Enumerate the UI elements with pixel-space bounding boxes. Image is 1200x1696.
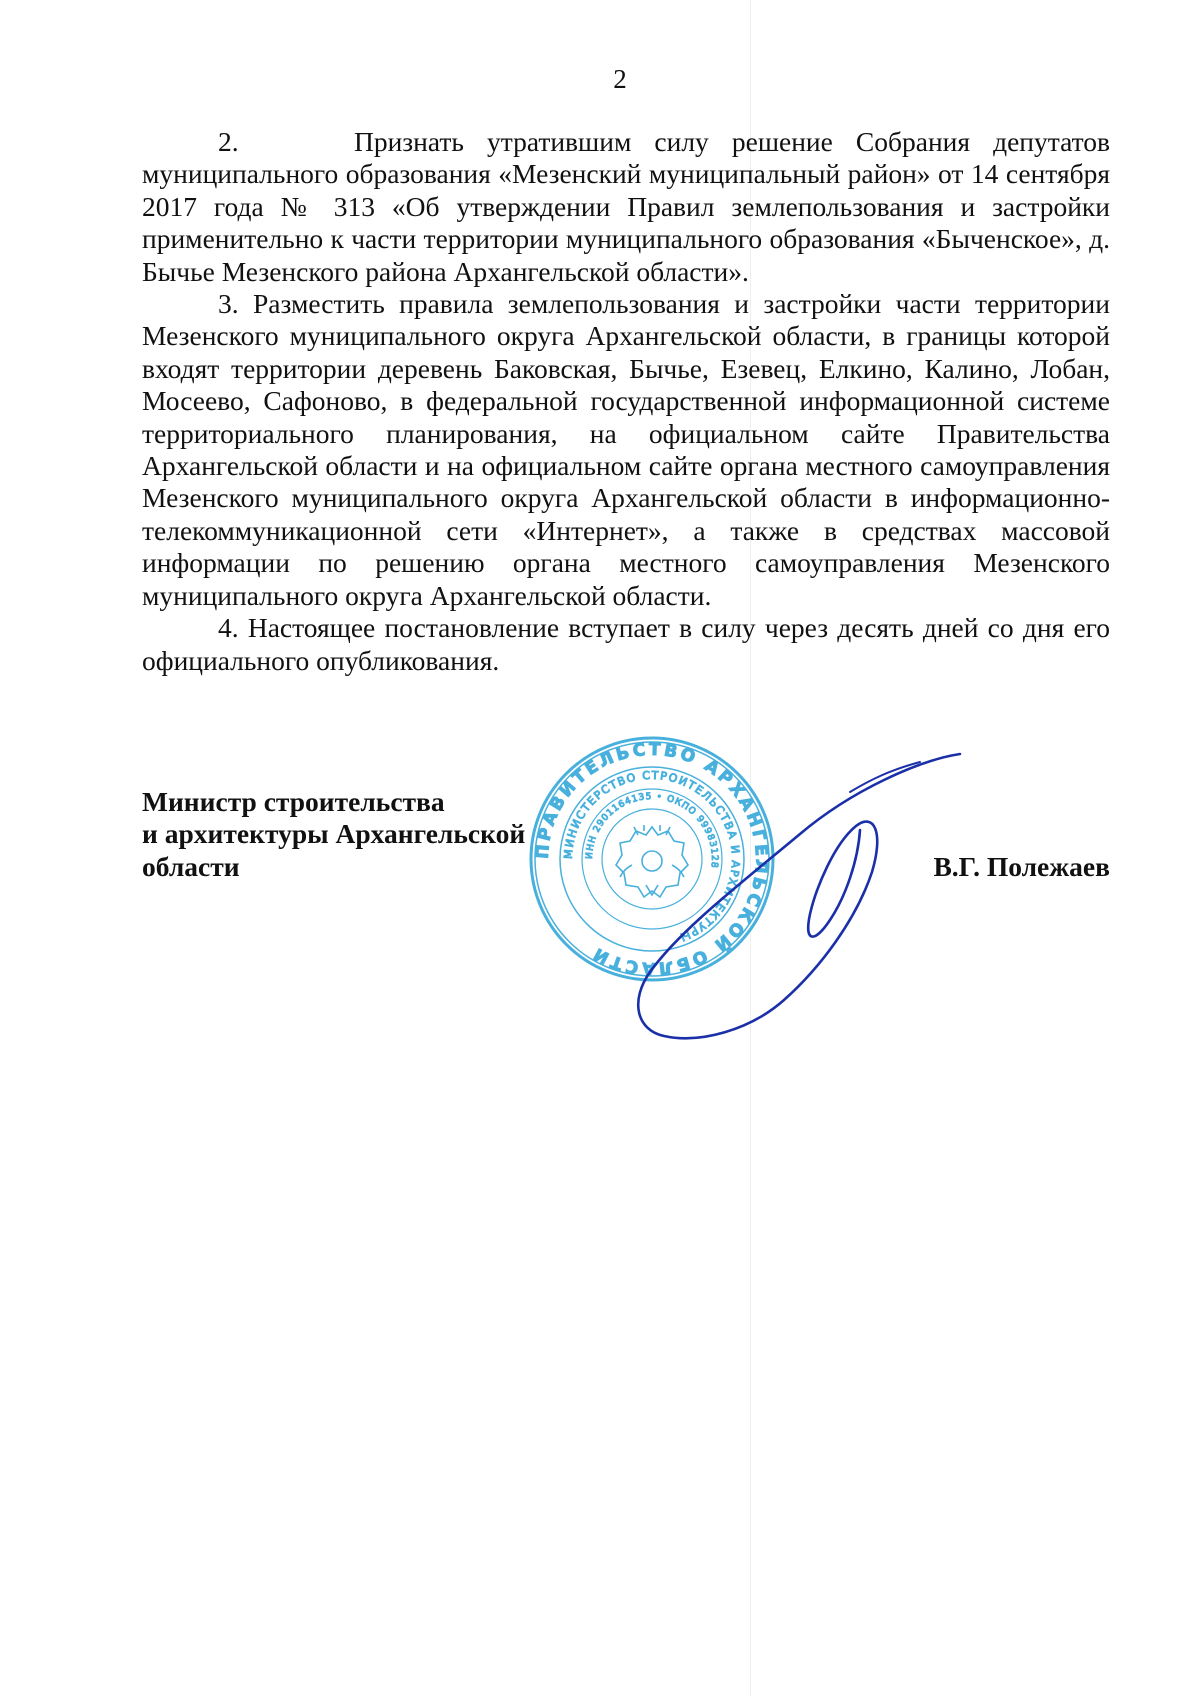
svg-text:МИНИСТЕРСТВО СТРОИТЕЛЬСТВА И А: МИНИСТЕРСТВО СТРОИТЕЛЬСТВА И АРХИТЕКТУРЫ	[561, 768, 743, 945]
paragraph-2: 2. Признать утратившим силу решение Собрания депутатов муниципального образования «Мезенский муниципальный район» от 14 сентября 2017 года № 313 «Об утверждении Правил землепользования и застройки применительно к части территории муниципального образования «Быченское», д. Бычье Мезенского района Архангельской области».	[142, 126, 1110, 287]
paragraph-3: 3. Разместить правила землепользования и застройки части территории Мезенского муниципального округа Архангельской области, в границы которой входят территории деревень Баковская, Бычье, Езевец, Елкино, Калино, Лобан, Мосеево, Сафоново, в федеральной государственной информационной системе территориального планирования, на официальном сайте Правительства Архангельской области и на официальном сайте органа местного самоуправления Мезенского муниципального округа Архангельской области в информационно-телекоммуникационной сети «Интернет», а также в средствах массовой информации по решению органа местного самоуправления Мезенского муниципального округа Архангельской области.	[142, 288, 1110, 611]
signer-title-line-3: области	[142, 850, 240, 882]
signer-name: В.Г. Полежаев	[933, 850, 1110, 882]
signer-title-line-2: и архитектуры Архангельской	[142, 818, 526, 850]
svg-text:ИНН 2901164135 • ОКПО 99983128: ИНН 2901164135 • ОКПО 99983128	[584, 791, 720, 870]
handwritten-signature	[620, 730, 980, 1060]
signer-title-line-1: Министр строительства	[142, 786, 445, 817]
page-number: 2	[613, 64, 627, 94]
paragraph-4: 4. Настоящее постановление вступает в силу через десять дней со дня его официального опубликования.	[142, 612, 1110, 676]
document-body	[142, 126, 1110, 677]
svg-text:ПРАВИТЕЛЬСТВО АРХАНГЕЛЬСКОЙ ОБ: ПРАВИТЕЛЬСТВО АРХАНГЕЛЬСКОЙ ОБЛАСТИ	[532, 739, 772, 979]
